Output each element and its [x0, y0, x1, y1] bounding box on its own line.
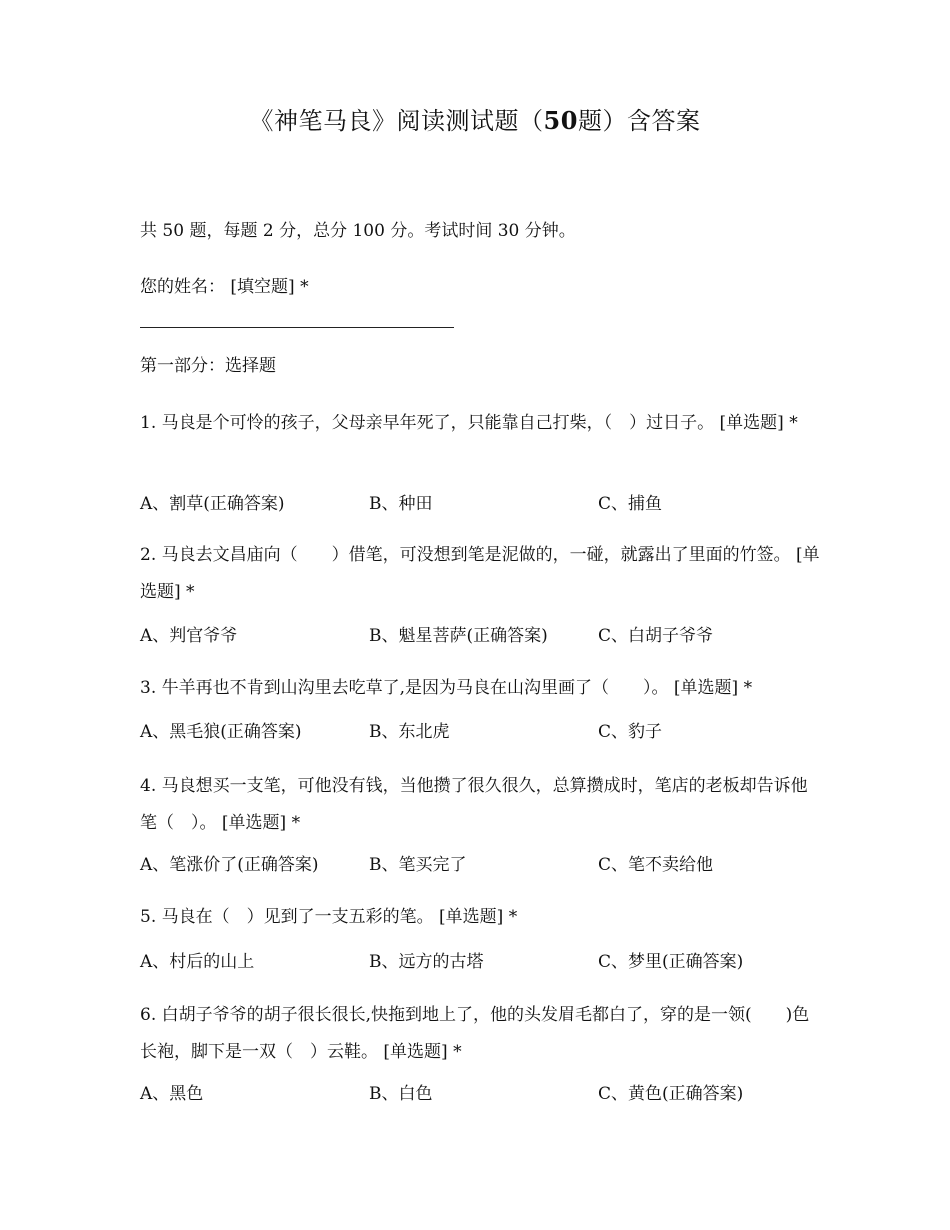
option-b[interactable]: B、东北虎 — [369, 722, 450, 742]
question-2-options — [140, 623, 830, 649]
option-a[interactable]: A、笔涨价了(正确答案) — [140, 855, 319, 875]
option-b[interactable]: B、远方的古塔 — [369, 952, 484, 972]
option-c[interactable]: C、笔不卖给他 — [598, 855, 714, 875]
question-3-options — [140, 719, 830, 745]
option-b[interactable]: B、白色 — [369, 1084, 433, 1104]
page-title — [0, 104, 950, 138]
option-c[interactable]: C、白胡子爷爷 — [598, 626, 714, 646]
question-4-text: 4. 马良想买一支笔，可他没有钱，当他攒了很久很久，总算攒成时，笔店的老板却告诉他笔（ ）。 [单选题] * — [140, 776, 808, 833]
option-b[interactable]: B、魁星菩萨(正确答案) — [369, 626, 548, 646]
name-answer-line[interactable] — [140, 327, 454, 328]
question-1-options — [140, 491, 830, 517]
title-suffix: 题）含答案 — [577, 107, 701, 135]
option-b[interactable]: B、笔买完了 — [369, 855, 467, 875]
exam-intro: 共 50 题，每题 2 分，总分 100 分。考试时间 30 分钟。 — [140, 221, 576, 241]
question-5-options — [140, 949, 830, 975]
option-b[interactable]: B、种田 — [369, 494, 433, 514]
option-a[interactable]: A、割草(正确答案) — [140, 494, 285, 514]
question-6-text: 6. 白胡子爷爷的胡子很长很长,快拖到地上了，他的头发眉毛都白了，穿的是一领( )色长袍，脚下是一双（ ）云鞋。 [单选题] * — [140, 1005, 810, 1062]
name-field-label: 您的姓名： [填空题] * — [140, 277, 309, 297]
title-prefix: 《神笔马良》阅读测试题（ — [249, 107, 544, 135]
title-number: 50 — [543, 106, 578, 135]
option-a[interactable]: A、黑色 — [140, 1084, 204, 1104]
question-1-text: 1. 马良是个可怜的孩子，父母亲早年死了，只能靠自己打柴，（ ）过日子。 [单选题] * — [140, 413, 798, 433]
option-c[interactable]: C、黄色(正确答案) — [598, 1084, 744, 1104]
option-a[interactable]: A、黑毛狼(正确答案) — [140, 722, 302, 742]
question-3-text: 3. 牛羊再也不肯到山沟里去吃草了,是因为马良在山沟里画了（ ）。 [单选题] * — [140, 678, 753, 698]
question-4-options — [140, 852, 830, 878]
question-5-text: 5. 马良在（ ）见到了一支五彩的笔。 [单选题] * — [140, 907, 518, 927]
option-c[interactable]: C、豹子 — [598, 722, 663, 742]
question-2-text: 2. 马良去文昌庙向（ ）借笔，可没想到笔是泥做的，一碰，就露出了里面的竹签。 [单选题] * — [140, 545, 820, 602]
option-c[interactable]: C、捕鱼 — [598, 494, 663, 514]
option-c[interactable]: C、梦里(正确答案) — [598, 952, 744, 972]
option-a[interactable]: A、村后的山上 — [140, 952, 255, 972]
section-heading: 第一部分：选择题 — [140, 356, 276, 376]
option-a[interactable]: A、判官爷爷 — [140, 626, 238, 646]
question-6-options — [140, 1081, 830, 1107]
